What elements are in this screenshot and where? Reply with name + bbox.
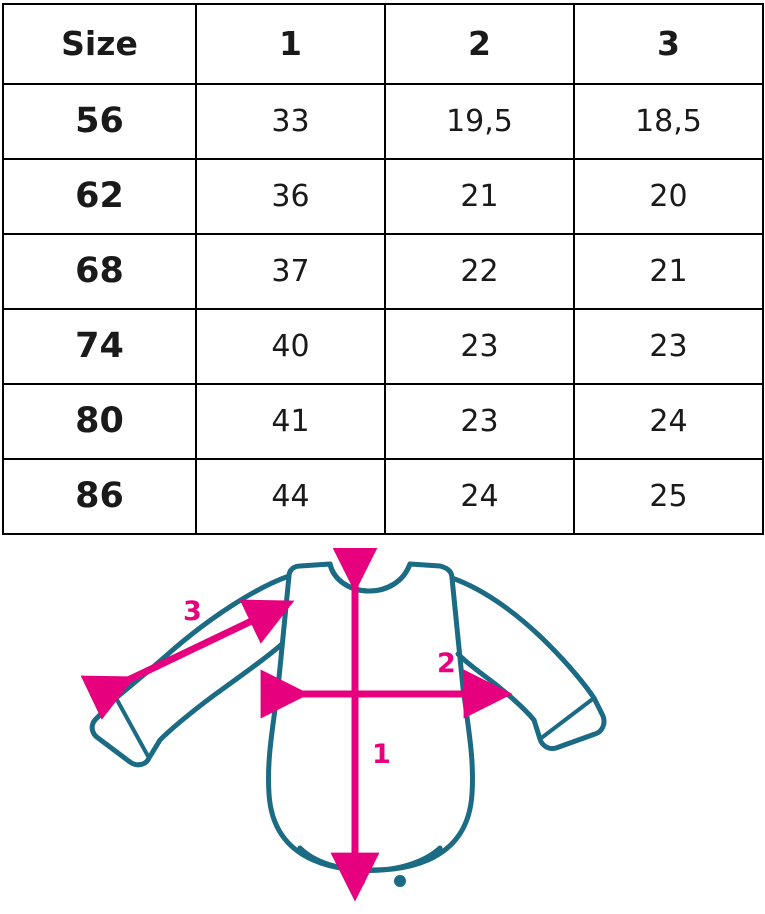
measure-label-2: 2 — [437, 648, 456, 679]
cell-measure-2: 21 — [385, 159, 574, 234]
cell-measure-1: 44 — [196, 459, 385, 534]
column-header-size: Size — [3, 4, 196, 84]
bodysuit-measurement-diagram — [0, 548, 765, 914]
measure-line-3 — [124, 596, 283, 682]
cell-measure-2: 23 — [385, 309, 574, 384]
cell-measure-1: 33 — [196, 84, 385, 159]
cell-measure-1: 40 — [196, 309, 385, 384]
cell-measure-2: 24 — [385, 459, 574, 534]
row-header-size: 86 — [3, 459, 196, 534]
row-header-size: 62 — [3, 159, 196, 234]
table-row — [3, 459, 763, 534]
measure-label-3: 3 — [183, 596, 202, 627]
cell-measure-3: 21 — [574, 234, 763, 309]
table-header-row — [3, 4, 763, 84]
size-table — [2, 3, 764, 535]
cell-measure-3: 18,5 — [574, 84, 763, 159]
cell-measure-1: 41 — [196, 384, 385, 459]
column-header-3: 3 — [574, 4, 763, 84]
row-header-size: 68 — [3, 234, 196, 309]
cell-measure-3: 24 — [574, 384, 763, 459]
row-header-size: 74 — [3, 309, 196, 384]
cell-measure-3: 23 — [574, 309, 763, 384]
cell-measure-3: 25 — [574, 459, 763, 534]
table-row — [3, 384, 763, 459]
table-row — [3, 309, 763, 384]
measure-label-1: 1 — [372, 739, 391, 770]
bodysuit-outline-icon — [92, 564, 604, 887]
size-table-head — [3, 4, 763, 84]
row-header-size: 56 — [3, 84, 196, 159]
cell-measure-2: 23 — [385, 384, 574, 459]
measure-line-1 — [355, 580, 391, 889]
cell-measure-1: 36 — [196, 159, 385, 234]
column-header-2: 2 — [385, 4, 574, 84]
size-table-body — [3, 84, 763, 534]
cell-measure-3: 20 — [574, 159, 763, 234]
table-row — [3, 159, 763, 234]
table-row — [3, 234, 763, 309]
row-header-size: 80 — [3, 384, 196, 459]
cell-measure-2: 19,5 — [385, 84, 574, 159]
measure-line-2 — [297, 648, 500, 694]
cell-measure-1: 37 — [196, 234, 385, 309]
cell-measure-2: 22 — [385, 234, 574, 309]
table-row — [3, 84, 763, 159]
column-header-1: 1 — [196, 4, 385, 84]
